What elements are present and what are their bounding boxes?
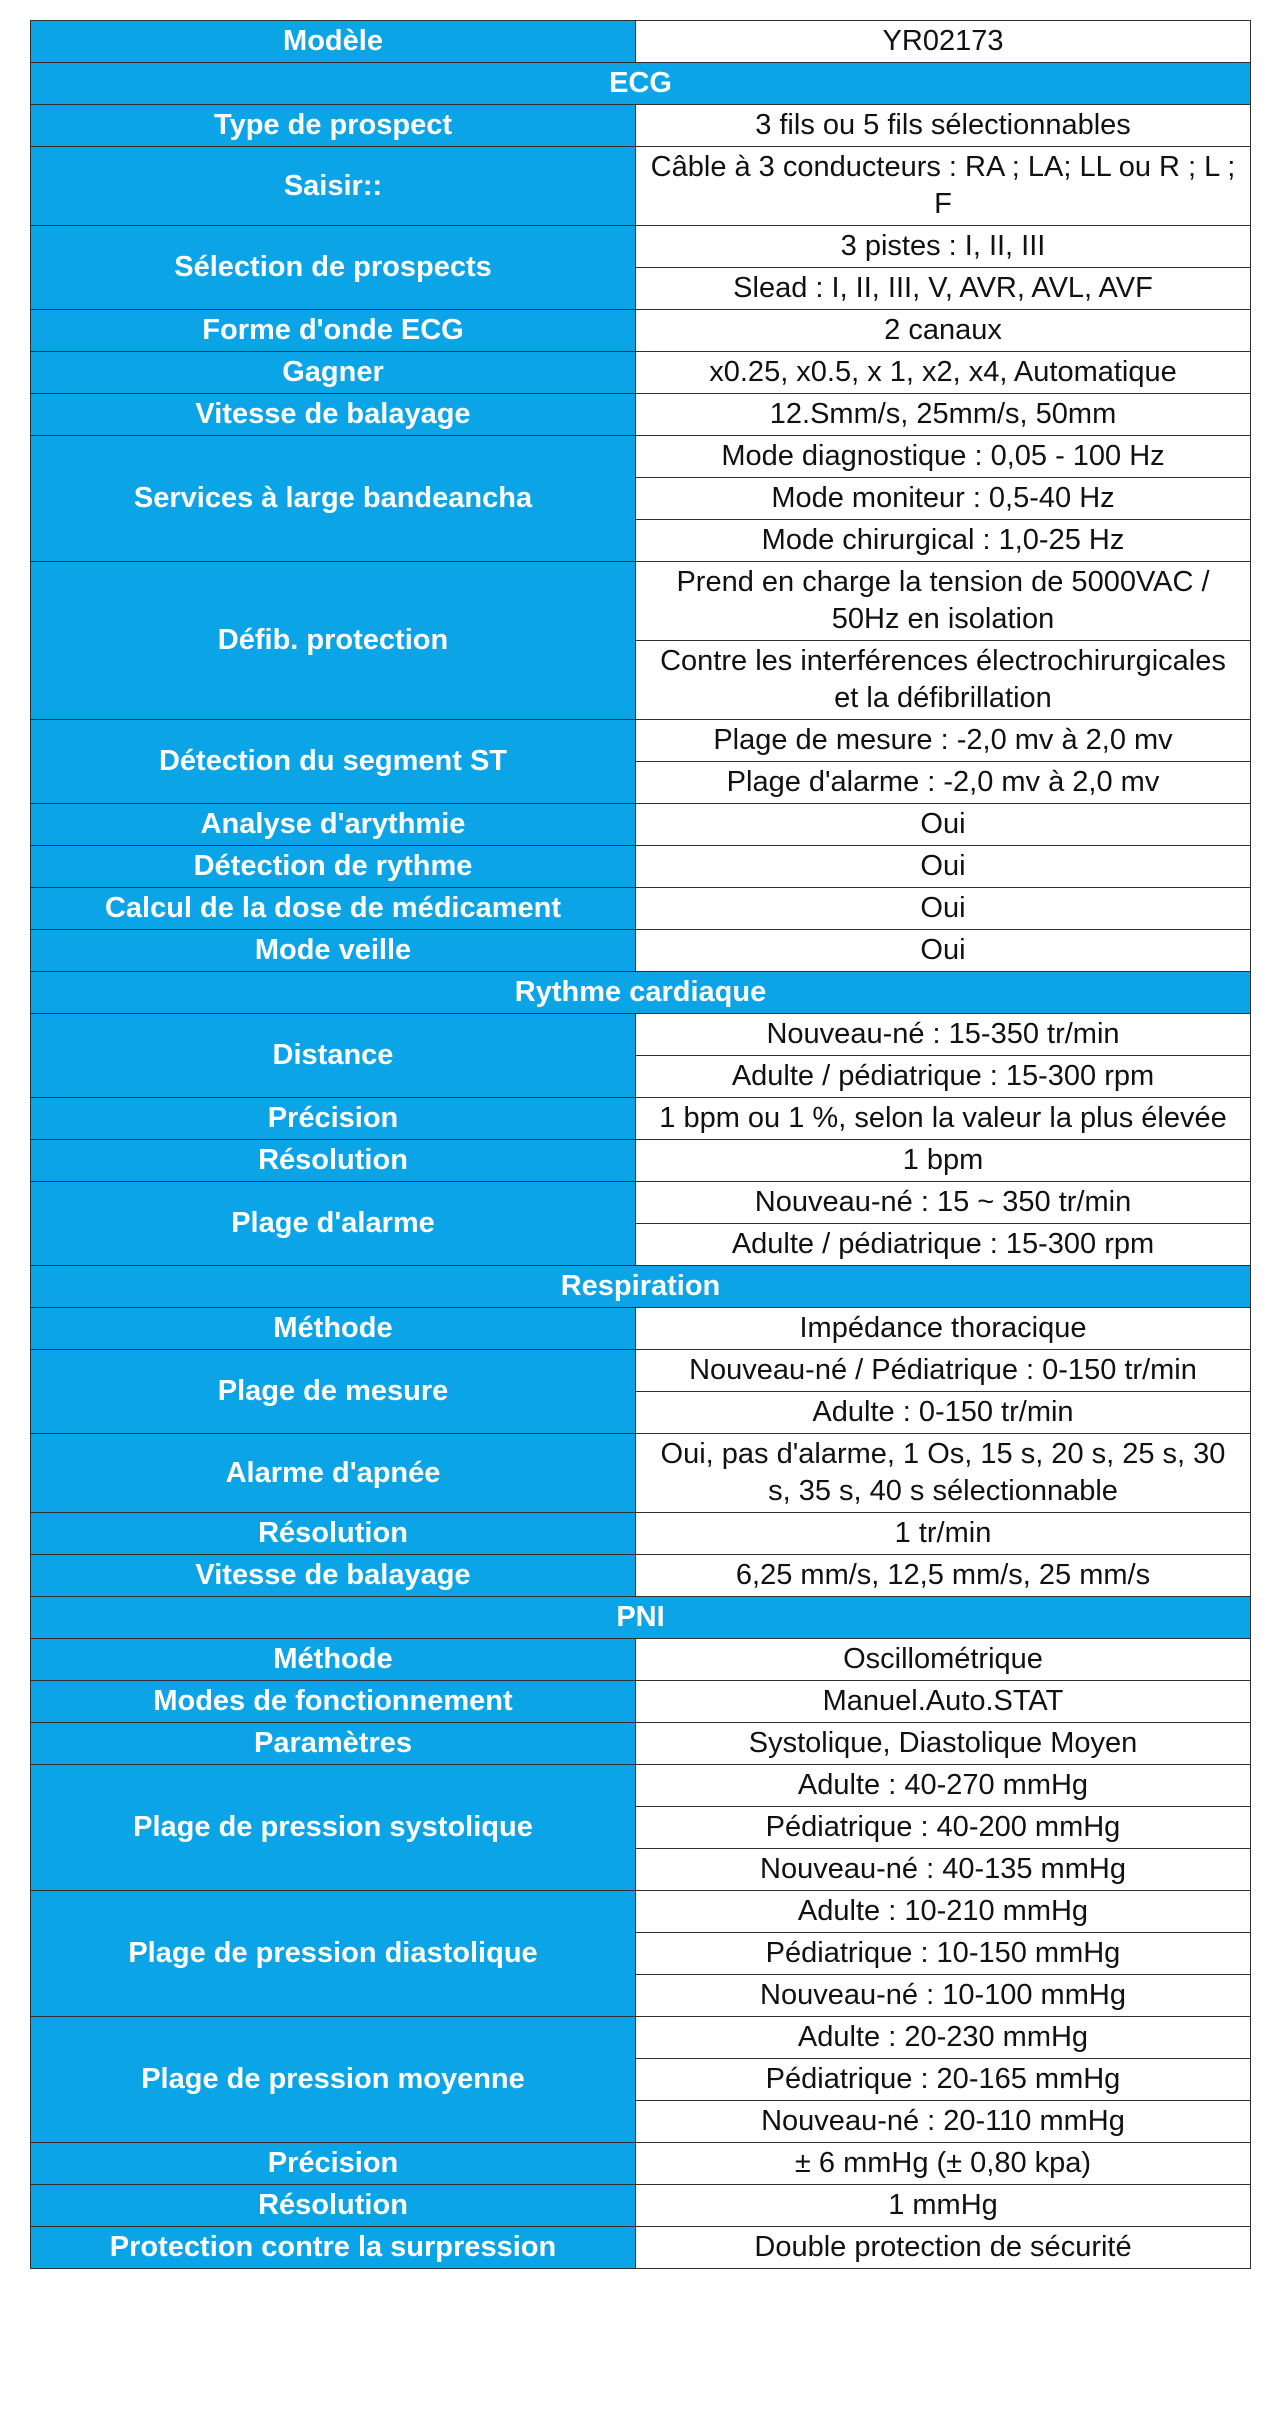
spec-label: Détection de rythme bbox=[31, 846, 636, 888]
spec-value: 12.Smm/s, 25mm/s, 50mm bbox=[636, 394, 1251, 436]
section-header-row bbox=[31, 1266, 1251, 1308]
section-heading: Respiration bbox=[31, 1266, 1251, 1308]
spec-value: 1 mmHg bbox=[636, 2185, 1251, 2227]
spec-value: 1 tr/min bbox=[636, 1513, 1251, 1555]
spec-value: Prend en charge la tension de 5000VAC / 50Hz en isolation bbox=[636, 562, 1251, 641]
section-header-row bbox=[31, 972, 1251, 1014]
spec-row bbox=[31, 1555, 1251, 1597]
spec-row bbox=[31, 930, 1251, 972]
spec-label: Paramètres bbox=[31, 1723, 636, 1765]
spec-row bbox=[31, 352, 1251, 394]
spec-label: Plage de mesure bbox=[31, 1350, 636, 1434]
spec-value: Oui bbox=[636, 846, 1251, 888]
spec-row bbox=[31, 226, 1251, 268]
spec-label: Précision bbox=[31, 1098, 636, 1140]
spec-value: Systolique, Diastolique Moyen bbox=[636, 1723, 1251, 1765]
spec-value: Pédiatrique : 20-165 mmHg bbox=[636, 2059, 1251, 2101]
spec-value: 2 canaux bbox=[636, 310, 1251, 352]
spec-label: Saisir:: bbox=[31, 147, 636, 226]
spec-value: Plage de mesure : -2,0 mv à 2,0 mv bbox=[636, 720, 1251, 762]
spec-label: Gagner bbox=[31, 352, 636, 394]
spec-value: Adulte : 10-210 mmHg bbox=[636, 1891, 1251, 1933]
spec-row bbox=[31, 1014, 1251, 1056]
spec-row bbox=[31, 2185, 1251, 2227]
spec-row bbox=[31, 720, 1251, 762]
spec-label: Plage d'alarme bbox=[31, 1182, 636, 1266]
spec-value: 1 bpm bbox=[636, 1140, 1251, 1182]
spec-label: Type de prospect bbox=[31, 105, 636, 147]
spec-label: Sélection de prospects bbox=[31, 226, 636, 310]
spec-table-body bbox=[31, 21, 1251, 2269]
spec-row bbox=[31, 804, 1251, 846]
spec-value: Oui bbox=[636, 930, 1251, 972]
spec-row bbox=[31, 436, 1251, 478]
spec-value: Mode diagnostique : 0,05 - 100 Hz bbox=[636, 436, 1251, 478]
spec-row bbox=[31, 1098, 1251, 1140]
spec-row bbox=[31, 310, 1251, 352]
spec-row bbox=[31, 1350, 1251, 1392]
spec-row bbox=[31, 1140, 1251, 1182]
section-heading: Rythme cardiaque bbox=[31, 972, 1251, 1014]
spec-label: Plage de pression moyenne bbox=[31, 2017, 636, 2143]
spec-label: Plage de pression diastolique bbox=[31, 1891, 636, 2017]
spec-row bbox=[31, 1765, 1251, 1807]
spec-row bbox=[31, 2227, 1251, 2269]
spec-table bbox=[30, 20, 1251, 2269]
spec-value: x0.25, x0.5, x 1, x2, x4, Automatique bbox=[636, 352, 1251, 394]
spec-value: Câble à 3 conducteurs : RA ; LA; LL ou R ; L ; F bbox=[636, 147, 1251, 226]
spec-label: Modes de fonctionnement bbox=[31, 1681, 636, 1723]
spec-row bbox=[31, 105, 1251, 147]
spec-label: Services à large bandeancha bbox=[31, 436, 636, 562]
spec-value: Impédance thoracique bbox=[636, 1308, 1251, 1350]
spec-label: Plage de pression systolique bbox=[31, 1765, 636, 1891]
spec-label: Résolution bbox=[31, 1513, 636, 1555]
spec-value: Double protection de sécurité bbox=[636, 2227, 1251, 2269]
spec-value: Contre les interférences électrochirurgicales et la défibrillation bbox=[636, 641, 1251, 720]
spec-label: Précision bbox=[31, 2143, 636, 2185]
section-header-row bbox=[31, 63, 1251, 105]
spec-label: Résolution bbox=[31, 1140, 636, 1182]
spec-label: Calcul de la dose de médicament bbox=[31, 888, 636, 930]
spec-row bbox=[31, 846, 1251, 888]
spec-value: 6,25 mm/s, 12,5 mm/s, 25 mm/s bbox=[636, 1555, 1251, 1597]
spec-label: Méthode bbox=[31, 1308, 636, 1350]
spec-row bbox=[31, 394, 1251, 436]
spec-row bbox=[31, 21, 1251, 63]
spec-value: Pédiatrique : 10-150 mmHg bbox=[636, 1933, 1251, 1975]
spec-value: Nouveau-né : 10-100 mmHg bbox=[636, 1975, 1251, 2017]
spec-label: Vitesse de balayage bbox=[31, 394, 636, 436]
spec-label: Protection contre la surpression bbox=[31, 2227, 636, 2269]
section-heading: PNI bbox=[31, 1597, 1251, 1639]
spec-row bbox=[31, 2017, 1251, 2059]
spec-label: Distance bbox=[31, 1014, 636, 1098]
spec-label: Détection du segment ST bbox=[31, 720, 636, 804]
spec-label: Forme d'onde ECG bbox=[31, 310, 636, 352]
spec-value: Oscillométrique bbox=[636, 1639, 1251, 1681]
spec-label: Défib. protection bbox=[31, 562, 636, 720]
spec-value: Manuel.Auto.STAT bbox=[636, 1681, 1251, 1723]
spec-value: 3 fils ou 5 fils sélectionnables bbox=[636, 105, 1251, 147]
spec-value: Adulte : 40-270 mmHg bbox=[636, 1765, 1251, 1807]
spec-row bbox=[31, 1639, 1251, 1681]
spec-value: Nouveau-né : 15 ~ 350 tr/min bbox=[636, 1182, 1251, 1224]
spec-label: Alarme d'apnée bbox=[31, 1434, 636, 1513]
spec-row bbox=[31, 1513, 1251, 1555]
spec-value: Nouveau-né : 40-135 mmHg bbox=[636, 1849, 1251, 1891]
section-heading: ECG bbox=[31, 63, 1251, 105]
spec-row bbox=[31, 1182, 1251, 1224]
spec-value: ± 6 mmHg (± 0,80 kpa) bbox=[636, 2143, 1251, 2185]
spec-label: Résolution bbox=[31, 2185, 636, 2227]
spec-value: Mode chirurgical : 1,0-25 Hz bbox=[636, 520, 1251, 562]
spec-value: Nouveau-né / Pédiatrique : 0-150 tr/min bbox=[636, 1350, 1251, 1392]
spec-value: Nouveau-né : 20-110 mmHg bbox=[636, 2101, 1251, 2143]
spec-value: Oui bbox=[636, 804, 1251, 846]
spec-value: YR02173 bbox=[636, 21, 1251, 63]
spec-row bbox=[31, 1891, 1251, 1933]
spec-row bbox=[31, 888, 1251, 930]
spec-label: Analyse d'arythmie bbox=[31, 804, 636, 846]
spec-value: Nouveau-né : 15-350 tr/min bbox=[636, 1014, 1251, 1056]
spec-value: 1 bpm ou 1 %, selon la valeur la plus élevée bbox=[636, 1098, 1251, 1140]
spec-label: Mode veille bbox=[31, 930, 636, 972]
spec-value: Oui, pas d'alarme, 1 Os, 15 s, 20 s, 25 s, 30 s, 35 s, 40 s sélectionnable bbox=[636, 1434, 1251, 1513]
spec-value: Pédiatrique : 40-200 mmHg bbox=[636, 1807, 1251, 1849]
spec-label: Modèle bbox=[31, 21, 636, 63]
spec-row bbox=[31, 2143, 1251, 2185]
spec-value: Oui bbox=[636, 888, 1251, 930]
spec-row bbox=[31, 147, 1251, 226]
spec-value: Mode moniteur : 0,5-40 Hz bbox=[636, 478, 1251, 520]
spec-row bbox=[31, 1434, 1251, 1513]
spec-label: Méthode bbox=[31, 1639, 636, 1681]
spec-value: Plage d'alarme : -2,0 mv à 2,0 mv bbox=[636, 762, 1251, 804]
spec-row bbox=[31, 562, 1251, 641]
spec-row bbox=[31, 1308, 1251, 1350]
spec-row bbox=[31, 1681, 1251, 1723]
spec-value: 3 pistes : I, II, III bbox=[636, 226, 1251, 268]
spec-value: Slead : I, II, III, V, AVR, AVL, AVF bbox=[636, 268, 1251, 310]
spec-value: Adulte : 0-150 tr/min bbox=[636, 1392, 1251, 1434]
spec-value: Adulte / pédiatrique : 15-300 rpm bbox=[636, 1224, 1251, 1266]
spec-value: Adulte / pédiatrique : 15-300 rpm bbox=[636, 1056, 1251, 1098]
spec-row bbox=[31, 1723, 1251, 1765]
spec-label: Vitesse de balayage bbox=[31, 1555, 636, 1597]
section-header-row bbox=[31, 1597, 1251, 1639]
spec-value: Adulte : 20-230 mmHg bbox=[636, 2017, 1251, 2059]
